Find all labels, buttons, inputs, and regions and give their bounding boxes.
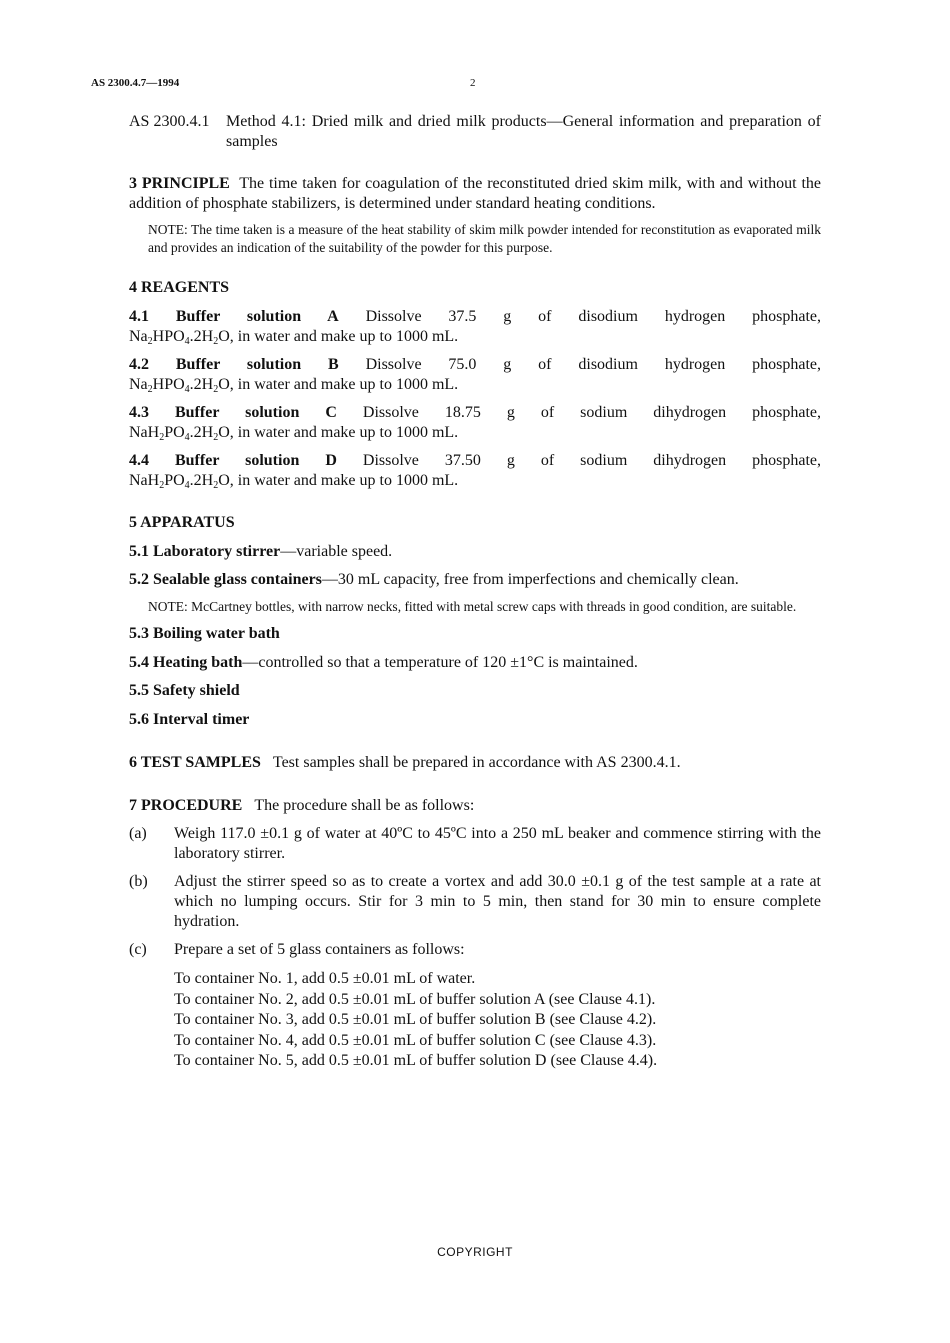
procedure-step [129,940,821,960]
step-label: (a) [129,825,147,842]
list-item: To container No. 2, add 0.5 ±0.01 mL of buffer solution A (see Clause 4.1). [174,990,656,1008]
reagent-label: 4.2 Buffer solution B [129,356,339,373]
reagent-text: Dissolve 18.75 g of sodium dihydrogen phosphate, [362,404,822,421]
document-number: AS 2300.4.7—1994 [91,77,180,89]
reagent-formula: $Na_2HPO_4.2H_2O$, in water and make up to 1000 mL. [129,328,459,347]
reagent-text: Dissolve 75.0 g of disodium hydrogen phosphate, [365,356,821,373]
apparatus-item: 5.2 Sealable glass containers—30 mL capacity, free from imperfections and chemically clean. [129,571,739,588]
reagent-formula: $NaH_2PO_4.2H_2O$, in water and make up to 1000 mL. [129,472,459,491]
reagent-text: Dissolve 37.50 g of sodium dihydrogen phosphate, [362,452,822,469]
apparatus-item: 5.1 Laboratory stirrer—variable speed. [129,543,393,560]
principle-note: NOTE: The time taken is a measure of the heat stability of skim milk powder intended for reconstitution as evaporated milk and provides an indication of the suitability of the powder for this purpose. [148,222,821,255]
list-item: To container No. 1, add 0.5 ±0.01 mL of water. [174,970,476,987]
procedure-intro: The procedure shall be as follows: [254,797,475,814]
ref-code: AS 2300.4.1 [129,113,210,130]
container-list [174,969,821,1072]
copyright-footer: COPYRIGHT [437,1245,513,1259]
referenced-document [129,112,821,152]
apparatus-note: NOTE: McCartney bottles, with narrow necks, fitted with metal screw caps with threads in good condition, are suitable. [148,599,797,614]
list-item: To container No. 4, add 0.5 ±0.01 mL of buffer solution C (see Clause 4.3). [174,1031,657,1049]
apparatus-item: 5.4 Heating bath—controlled so that a temperature of 120 ±1°C is maintained. [129,654,638,671]
apparatus-item: 5.5 Safety shield [129,682,240,699]
step-text: Prepare a set of 5 glass containers as follows: [174,941,465,958]
step-text: Weigh 117.0 ±0.1 g of water at 40ºC to 45ºC into a 250 mL beaker and commence stirring with the laboratory stirrer. [174,825,821,862]
step-label: (c) [129,941,147,958]
reagent-text: Dissolve 37.5 g of disodium hydrogen phosphate, [365,308,821,325]
procedure-section [129,796,821,816]
reagent-formula: $Na_2HPO_4.2H_2O$, in water and make up to 1000 mL. [129,376,459,395]
procedure-step [129,824,821,864]
principle-heading: 3 PRINCIPLE [129,175,230,192]
procedure-heading: 7 PROCEDURE [129,797,243,814]
reagent-item [129,403,821,443]
procedure-step [129,872,821,932]
test-samples-text: Test samples shall be prepared in accordance with AS 2300.4.1. [272,754,681,771]
apparatus-item: 5.3 Boiling water bath [129,625,280,642]
reagents-heading: 4 REAGENTS [129,279,230,296]
list-item: To container No. 3, add 0.5 ±0.01 mL of buffer solution B (see Clause 4.2). [174,1011,657,1028]
page-number: 2 [470,77,476,89]
reagent-label: 4.4 Buffer solution D [129,452,337,469]
principle-text: The time taken for coagulation of the reconstituted dried skim milk, with and without the addition of phosphate stabilizers, is determined under standard heating conditions. [129,175,821,212]
apparatus-heading: 5 APPARATUS [129,514,235,531]
ref-title: Method 4.1: Dried milk and dried milk products—General information and preparation of samples [226,113,821,150]
test-samples-heading: 6 TEST SAMPLES [129,754,261,771]
reagent-label: 4.1 Buffer solution A [129,308,339,325]
list-item: To container No. 5, add 0.5 ±0.01 mL of buffer solution D (see Clause 4.4). [174,1052,658,1069]
apparatus-item: 5.6 Interval timer [129,711,250,728]
step-text: Adjust the stirrer speed so as to create a vortex and add 30.0 ±0.1 g of the test sample at a rate at which no lumping occurs. Stir for 3 min to 5 min, then stand for 30 min to ensure complete hydration. [174,873,821,930]
principle-section [129,174,821,214]
page-body [129,112,821,1072]
reagent-formula: $NaH_2PO_4.2H_2O$, in water and make up to 1000 mL. [129,424,459,443]
reagent-item [129,451,821,491]
test-samples-section [129,753,821,773]
reagent-item [129,307,821,347]
reagent-item [129,355,821,395]
step-label: (b) [129,873,148,890]
reagent-label: 4.3 Buffer solution C [129,404,337,421]
